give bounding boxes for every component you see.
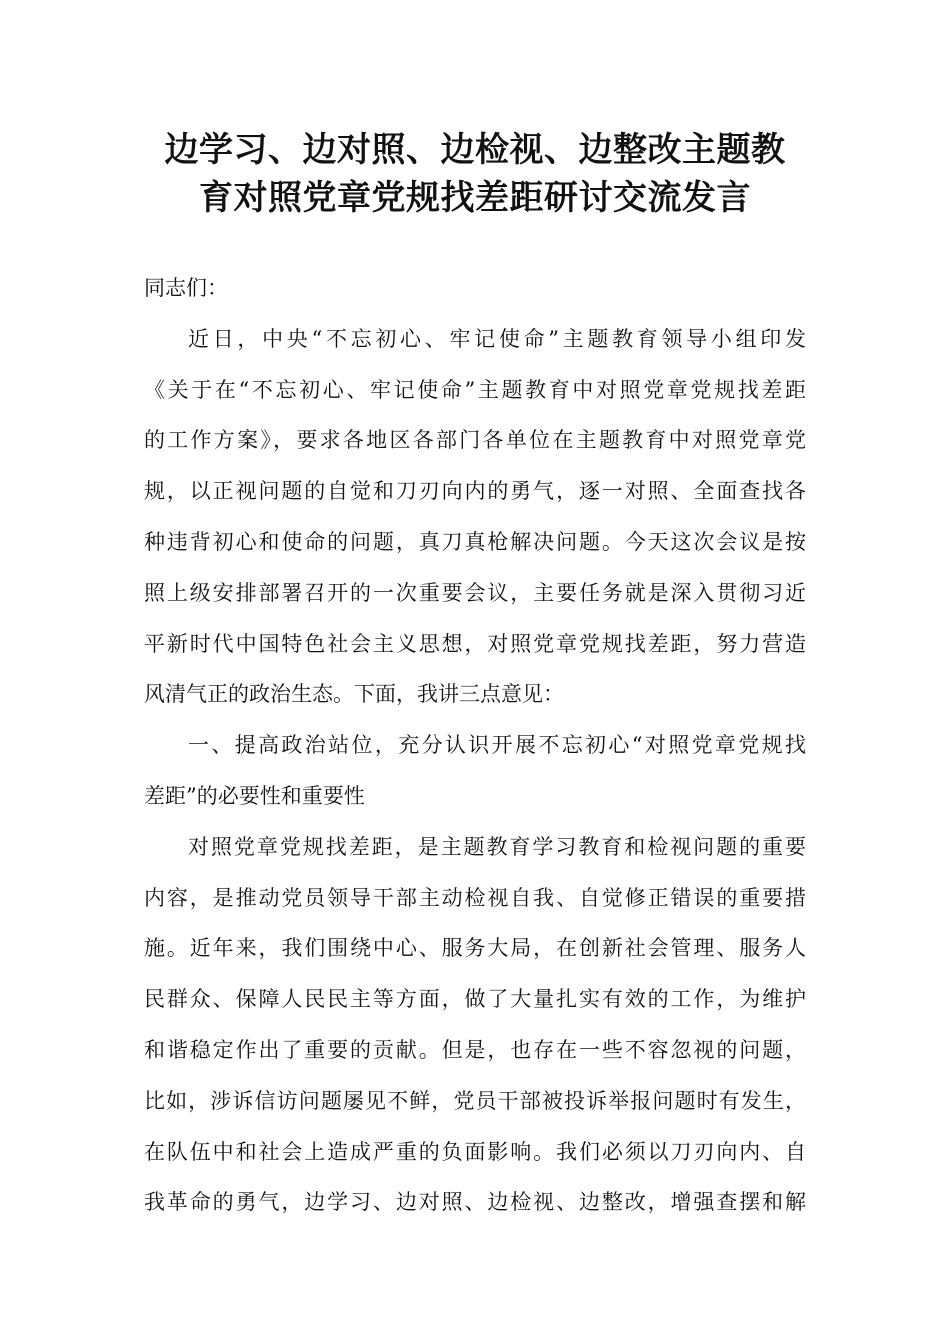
- paragraph-line: 我革命的勇气，边学习、边对照、边检视、边整改，增强查摆和解: [144, 1190, 806, 1215]
- paragraph-2: [144, 822, 806, 1228]
- paragraph-line: 照上级安排部署召开的一次重要会议，主要任务就是深入贯彻习近: [144, 580, 806, 605]
- paragraph-line: 内容，是推动党员领导干部主动检视自我、自觉修正错误的重要措: [144, 885, 806, 910]
- title-line-2: 育对照党章党规找差距研讨交流发言: [199, 178, 751, 218]
- section-heading-1: [144, 720, 806, 822]
- document-body: [144, 263, 806, 1228]
- paragraph-line: 在队伍中和社会上造成严重的负面影响。我们必须以刀刃向内、自: [144, 1139, 806, 1164]
- paragraph-line: 《关于在“不忘初心、牢记使命”主题教育中对照党章党规找差距: [144, 377, 806, 402]
- paragraph-line: 施。近年来，我们围绕中心、服务大局，在创新社会管理、服务人: [144, 936, 806, 961]
- paragraph-line: 的工作方案》，要求各地区各部门各单位在主题教育中对照党章党: [144, 428, 806, 453]
- paragraph-line: 民群众、保障人民民主等方面，做了大量扎实有效的工作，为维护: [144, 987, 806, 1012]
- paragraph-1: [144, 314, 806, 720]
- salutation: 同志们：: [144, 276, 228, 300]
- document-title: [144, 126, 806, 222]
- paragraph-line: 种违背初心和使命的问题，真刀真枪解决问题。今天这次会议是按: [144, 529, 806, 554]
- paragraph-line: 比如，涉诉信访问题屡见不鲜，党员干部被投诉举报问题时有发生，: [144, 1088, 806, 1113]
- paragraph-line: 规，以正视问题的自觉和刀刃向内的勇气，逐一对照、全面查找各: [144, 479, 806, 504]
- paragraph-line: 对照党章党规找差距，是主题教育学习教育和检视问题的重要: [188, 834, 806, 859]
- paragraph-line: 和谐稳定作出了重要的贡献。但是，也存在一些不容忽视的问题，: [144, 1037, 806, 1062]
- paragraph-line: 近日，中央“不忘初心、牢记使命”主题教育领导小组印发: [188, 326, 806, 351]
- paragraph-line: 平新时代中国特色社会主义思想，对照党章党规找差距，努力营造: [144, 631, 806, 656]
- title-line-1: 边学习、边对照、边检视、边整改主题教: [164, 130, 786, 170]
- heading-line: 差距”的必要性和重要性: [144, 783, 365, 808]
- document-page: [144, 126, 806, 1228]
- paragraph-line: 风清气正的政治生态。下面，我讲三点意见：: [144, 682, 564, 707]
- heading-line: 一、提高政治站位，充分认识开展不忘初心“对照党章党规找: [188, 733, 806, 758]
